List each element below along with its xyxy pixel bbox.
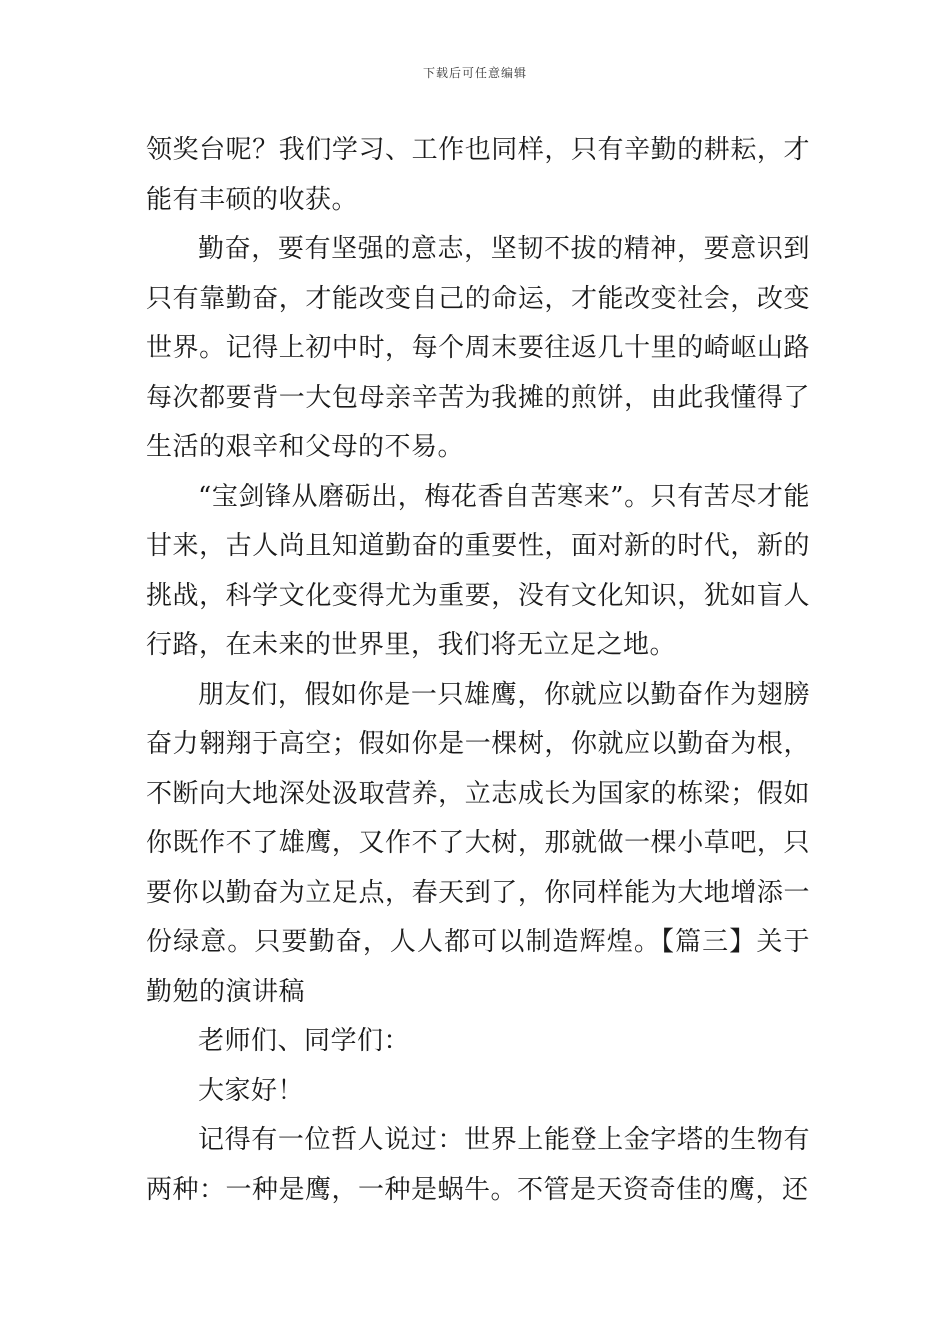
- page-header: 下载后可任意编辑: [422, 66, 527, 80]
- paragraph-3: “宝剑锋从磨砺出，梅花香自苦寒来”。只有苦尽才能甘来，古人尚且知道勤奋的重要性，面对新的时代，新的挑战，科学文化变得尤为重要，没有文化知识，犹如盲人行路，在未来的世界里，我们将无立足之地。: [146, 481, 810, 660]
- document-body: [146, 126, 810, 1215]
- greeting: 大家好！: [198, 1075, 305, 1106]
- paragraph-7: 记得有一位哲人说过：世界上能登上金字塔的生物有两种：一种是鹰，一种是蜗牛。不管是天资奇佳的鹰，还: [146, 1125, 810, 1205]
- salutation: 老师们、同学们：: [198, 1026, 411, 1056]
- paragraph-2: 勤奋，要有坚强的意志，坚韧不拔的精神，要意识到只有靠勤奋，才能改变自己的命运，才能改变社会，改变世界。记得上初中时，每个周末要往返几十里的崎岖山路每次都要背一大包母亲辛苦为我摊的煎饼，由此我懂得了生活的艰辛和父母的不易。: [146, 234, 810, 462]
- paragraph-1: 领奖台呢？我们学习、工作也同样，只有辛勤的耕耘，才能有丰硕的收获。: [146, 135, 810, 215]
- paragraph-4: 朋友们，假如你是一只雄鹰，你就应以勤奋作为翅膀奋力翱翔于高空；假如你是一棵树，你就应以勤奋为根，不断向大地深处汲取营养，立志成长为国家的栋梁；假如你既作不了雄鹰，又作不了大树，那就做一棵小草吧，只要你以勤奋为立足点，春天到了，你同样能为大地增添一份绿意。只要勤奋，人人都可以制造辉煌。【篇三】关于勤勉的演讲稿: [146, 679, 810, 1007]
